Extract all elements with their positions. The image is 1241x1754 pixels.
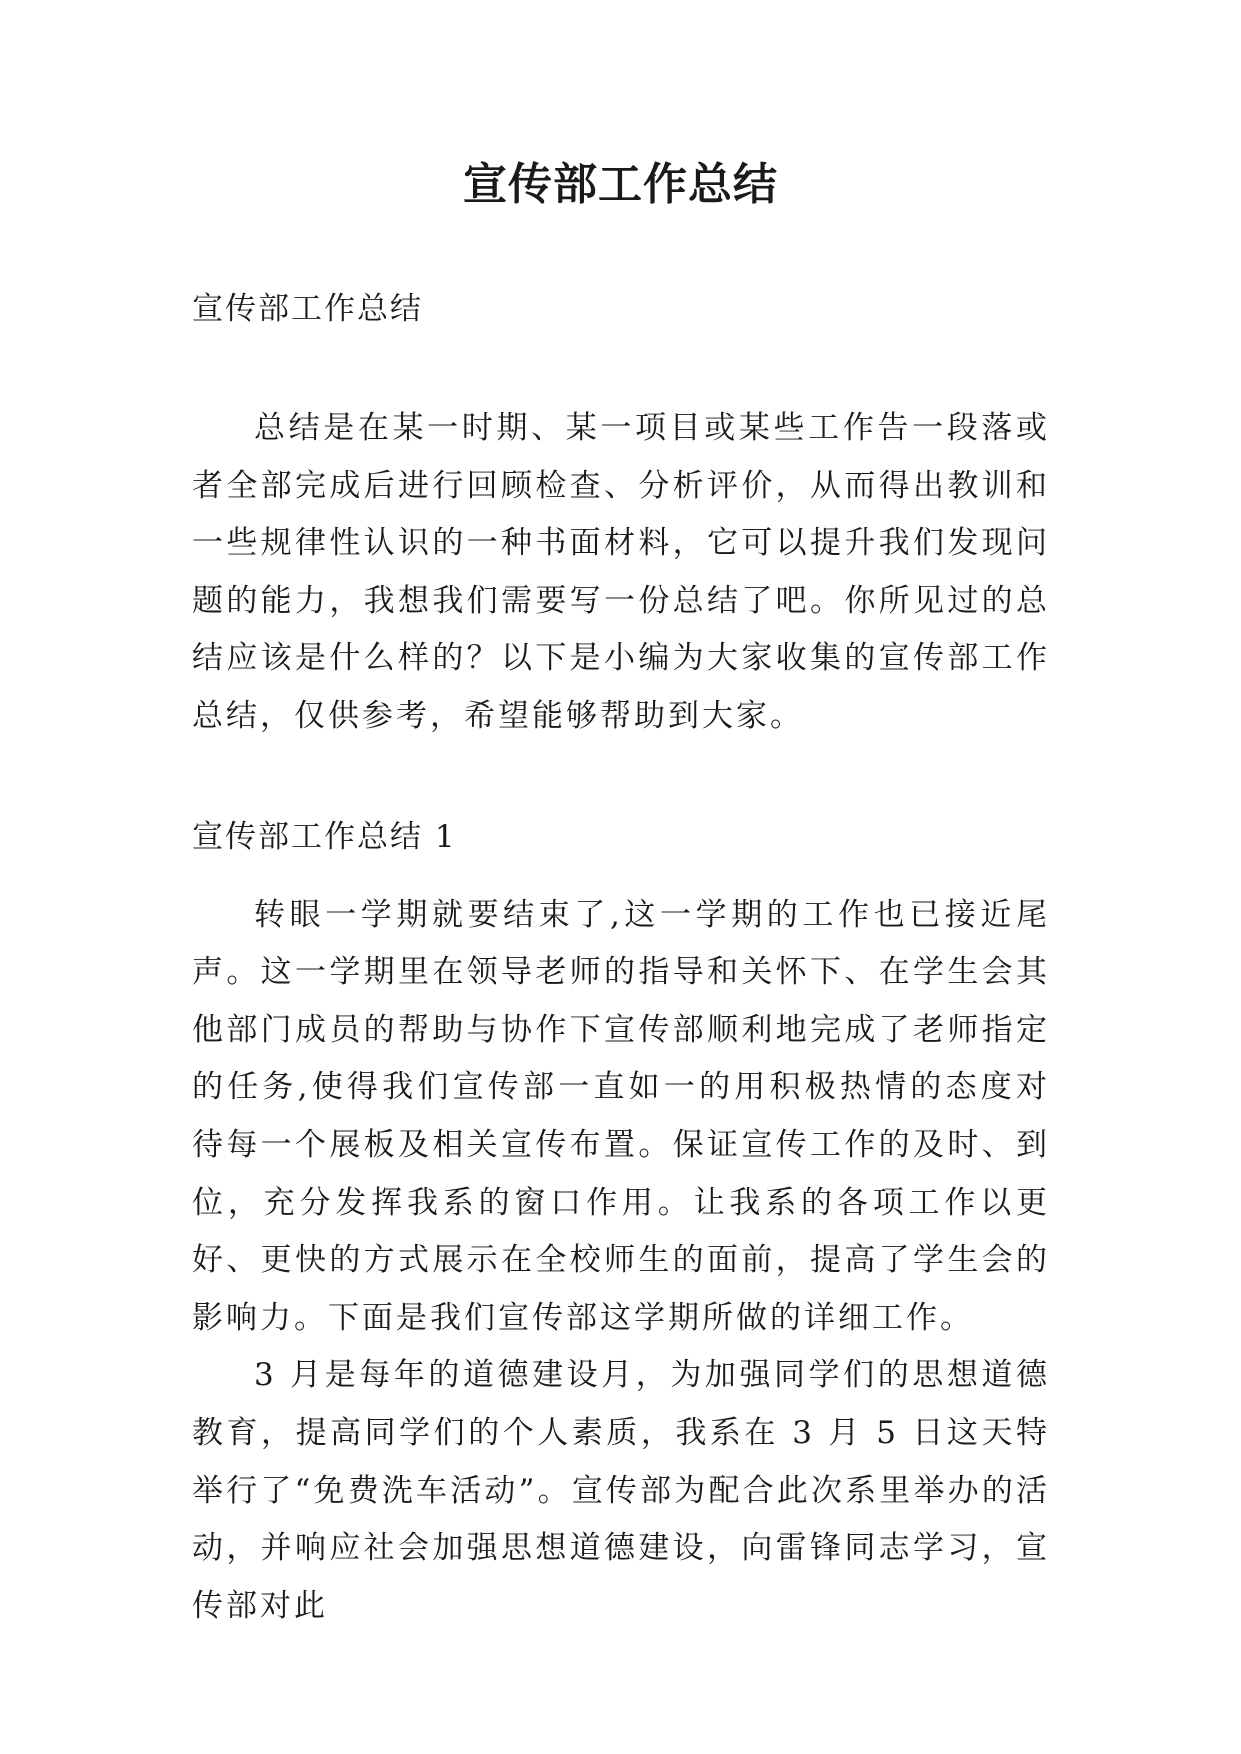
body-paragraph: 转眼一学期就要结束了,这一学期的工作也已接近尾声。这一学期里在领导老师的指导和关怀下、在学生会其他部门成员的帮助与协作下宣传部顺利地完成了老师指定的任务,使得我们宣传部一直如一的用积极热情的态度对待每一个展板及相关宣传布置。保证宣传工作的及时、到位，充分发挥我系的窗口作用。让我系的各项工作以更好、更快的方式展示在全校师生的面前，提高了学生会的影响力。下面是我们宣传部这学期所做的详细工作。 [192, 896, 1050, 1336]
section-heading: 宣传部工作总结 1 [192, 818, 457, 855]
intro-paragraph: 总结是在某一时期、某一项目或某些工作告一段落或者全部完成后进行回顾检查、分析评价，从而得出教训和一些规律性认识的一种书面材料，它可以提升我们发现问题的能力，我想我们需要写一份总结了吧。你所见过的总结应该是什么样的？以下是小编为大家收集的宣传部工作总结，仅供参考，希望能够帮助到大家。 [192, 410, 1050, 734]
document-title: 宣传部工作总结 [463, 159, 778, 210]
document-subtitle: 宣传部工作总结 [192, 291, 423, 327]
document-body [192, 290, 1050, 1635]
body-paragraph: 3 月是每年的道德建设月，为加强同学们的思想道德教育，提高同学们的个人素质，我系在 3 月 5 日这天特举行了“免费洗车活动”。宣传部为配合此次系里举办的活动，并响应社会加强思想道德建设，向雷锋同志学习，宣传部对此 [192, 1357, 1050, 1624]
